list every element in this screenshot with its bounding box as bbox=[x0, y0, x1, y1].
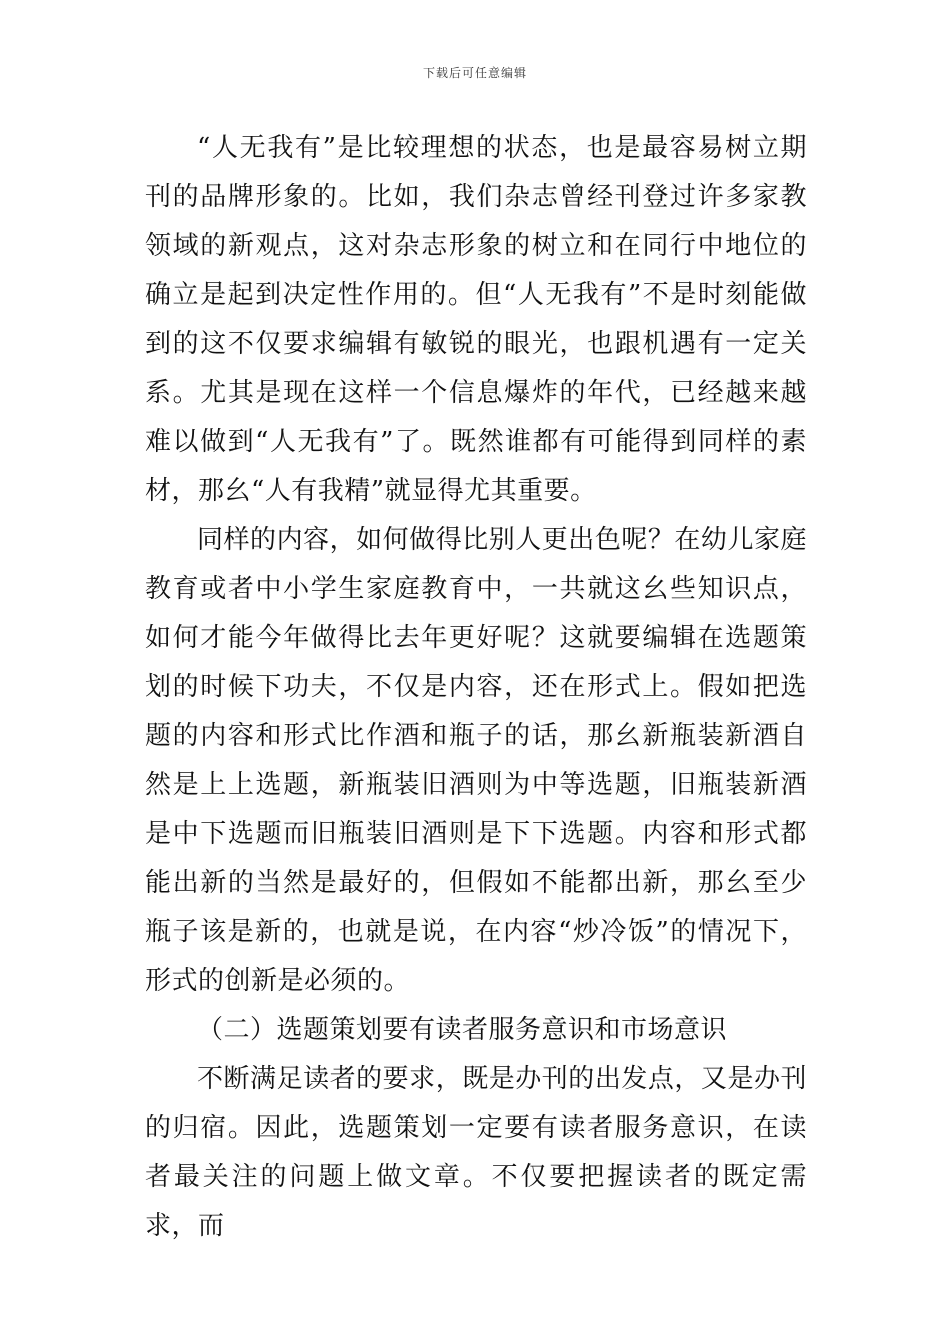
document-body bbox=[145, 124, 807, 1251]
section-heading: （二）选题策划要有读者服务意识和市场意识 bbox=[197, 1015, 728, 1045]
paragraph-2: 同样的内容，如何做得比别人更出色呢？在幼儿家庭教育或者中小学生家庭教育中，一共就这幺些知识点，如何才能今年做得比去年更好呢？这就要编辑在选题策划的时候下功夫，不仅是内容，还在形式上。假如把选题的内容和形式比作酒和瓶子的话，那幺新瓶装新酒自然是上上选题，新瓶装旧酒则为中等选题，旧瓶装新酒是中下选题而旧瓶装旧酒则是下下选题。内容和形式都能出新的当然是最好的，但假如不能都出新，那幺至少瓶子该是新的，也就是说，在内容“炒冷饭”的情况下，形式的创新是必须的。 bbox=[145, 525, 807, 996]
page-header-note: 下载后可任意编辑 bbox=[422, 66, 527, 80]
paragraph-1: “人无我有”是比较理想的状态，也是最容易树立期刊的品牌形象的。比如，我们杂志曾经刊登过许多家教领域的新观点，这对杂志形象的树立和在同行中地位的确立是起到决定性作用的。但“人无我有”不是时刻能做到的这不仅要求编辑有敏锐的眼光，也跟机遇有一定关系。尤其是现在这样一个信息爆炸的年代，已经越来越难以做到“人无我有”了。既然谁都有可能得到同样的素材，那幺“人有我精”就显得尤其重要。 bbox=[145, 133, 807, 506]
paragraph-3: 不断满足读者的要求，既是办刊的出发点，又是办刊的归宿。因此，选题策划一定要有读者服务意识，在读者最关注的问题上做文章。不仅要把握读者的既定需求，而 bbox=[145, 1064, 807, 1241]
